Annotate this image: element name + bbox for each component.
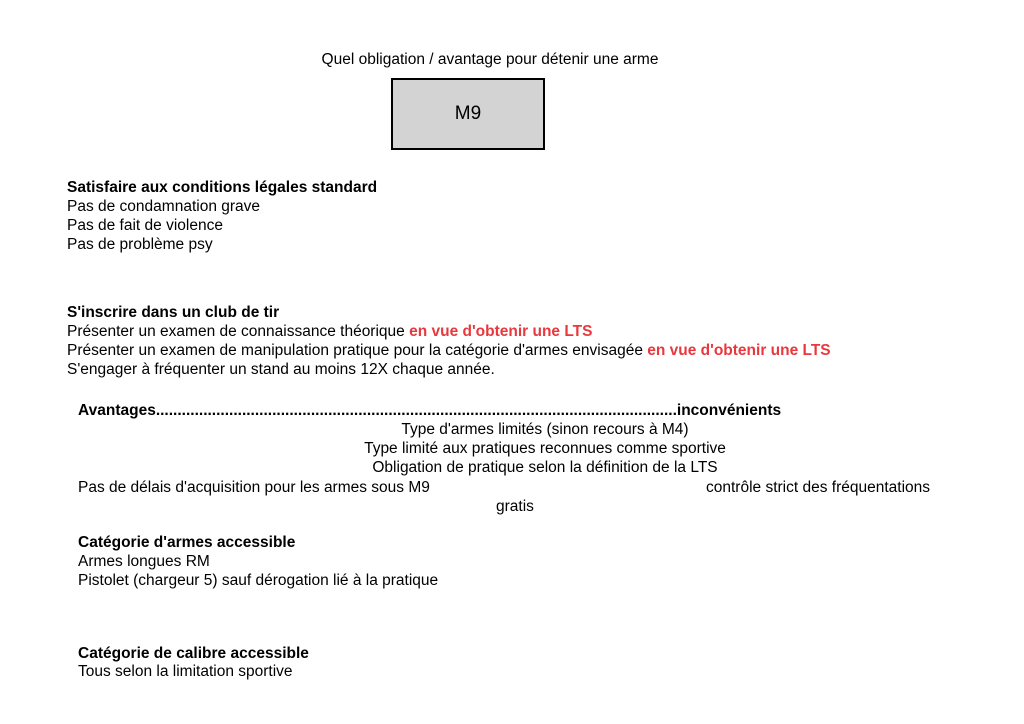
legal-item: Pas de fait de violence — [67, 217, 223, 234]
club-line-3: S'engager à fréquenter un stand au moins 12X chaque année. — [67, 361, 495, 378]
club-line-2-highlight: en vue d'obtenir une LTS — [647, 342, 831, 359]
comparison-extra: gratis — [496, 498, 534, 515]
comparison-line: Obligation de pratique selon la définition de la LTS — [372, 459, 718, 476]
club-line-1-text: Présenter un examen de connaissance théorique — [67, 323, 410, 340]
category-label: M9 — [454, 103, 482, 124]
club-line-1 — [67, 322, 592, 341]
comparison-inconvenient: contrôle strict des fréquentations — [706, 479, 931, 496]
section-legal-heading: Satisfaire aux conditions légales standard — [67, 179, 378, 196]
caliber-item: Tous selon la limitation sportive — [78, 663, 293, 680]
club-line-2 — [67, 341, 831, 360]
page-title: Quel obligation / avantage pour détenir une arme — [321, 51, 659, 68]
section-caliber-heading: Catégorie de calibre accessible — [78, 645, 309, 662]
comparison-line: Type d'armes limités (sinon recours à M4) — [401, 421, 689, 438]
club-line-1-highlight: en vue d'obtenir une LTS — [409, 323, 593, 340]
comparison-heading: Avantages.........................................................................................................................inconvénients — [78, 402, 782, 419]
section-club-heading: S'inscrire dans un club de tir — [67, 304, 280, 321]
legal-item: Pas de condamnation grave — [67, 198, 261, 215]
club-line-2-text: Présenter un examen de manipulation pratique pour la catégorie d'armes envisagée — [67, 342, 648, 359]
category-box — [391, 78, 545, 150]
section-weapons-heading: Catégorie d'armes accessible — [78, 534, 296, 551]
legal-item: Pas de problème psy — [67, 236, 213, 253]
comparison-advantage: Pas de délais d'acquisition pour les armes sous M9 — [78, 479, 430, 496]
comparison-line: Type limité aux pratiques reconnues comme sportive — [364, 440, 726, 457]
weapons-item: Armes longues RM — [78, 553, 210, 570]
weapons-item: Pistolet (chargeur 5) sauf dérogation lié à la pratique — [78, 572, 439, 589]
